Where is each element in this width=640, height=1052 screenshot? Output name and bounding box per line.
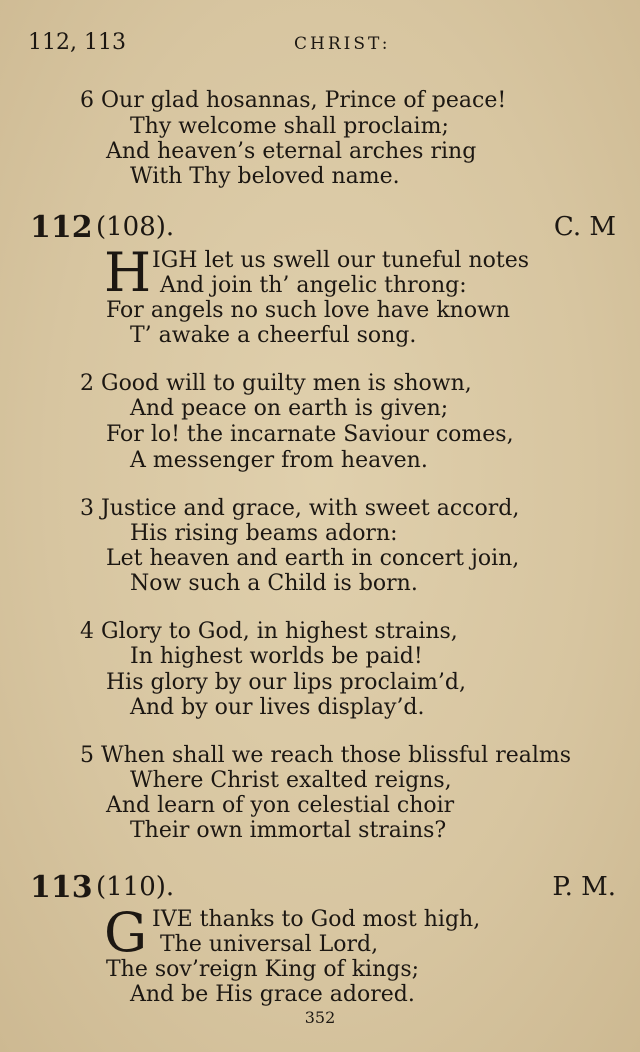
page-number: 352 <box>304 1008 336 1027</box>
verse-line: A messenger from heaven. <box>130 448 428 473</box>
hymn-old-number: (108). <box>96 212 175 242</box>
header-hymn-numbers: 112, 113 <box>28 30 126 55</box>
verse-line: The sov’reign King of kings; <box>106 957 420 982</box>
verse-line: In highest worlds be paid! <box>130 644 423 669</box>
verse-line: With Thy beloved name. <box>130 164 400 189</box>
verse-line: His rising beams adorn: <box>130 521 398 546</box>
verse-line: For angels no such love have known <box>106 298 511 323</box>
verse-line: IGH let us swell our tuneful notes <box>152 248 530 273</box>
verse-line: Now such a Child is born. <box>130 571 418 596</box>
drop-cap: H <box>104 241 152 304</box>
verse-line: His glory by our lips proclaim’d, <box>106 670 466 695</box>
verse-line: And heaven’s eternal arches ring <box>106 139 477 164</box>
verse-line: T’ awake a cheerful song. <box>130 323 417 348</box>
verse-line: And peace on earth is given; <box>130 396 449 421</box>
hymn-number: 113 <box>30 870 93 905</box>
verse-line: The universal Lord, <box>160 932 379 957</box>
running-header <box>28 30 612 60</box>
verse-line: 5 When shall we reach those blissful realms <box>80 743 572 768</box>
verse-line: And join th’ angelic throng: <box>160 273 467 298</box>
verse-line: Let heaven and earth in concert join, <box>106 546 520 571</box>
hymn-meter: C. M <box>553 212 616 242</box>
verse-line: IVE thanks to God most high, <box>152 907 481 932</box>
hymn-old-number: (110). <box>96 872 175 902</box>
drop-cap: G <box>104 901 148 964</box>
verse-line: Their own immortal strains? <box>130 818 447 843</box>
hymn-meter: P. M. <box>552 872 616 902</box>
verse-line: 3 Justice and grace, with sweet accord, <box>80 496 520 521</box>
header-running-title: CHRIST: <box>294 34 391 54</box>
verse-line: And by our lives display’d. <box>130 695 425 720</box>
verse-line: And be His grace adored. <box>130 982 415 1007</box>
verse-line: And learn of yon celestial choir <box>106 793 455 818</box>
verse-line: Where Christ exalted reigns, <box>130 768 452 793</box>
verse-line: 4 Glory to God, in highest strains, <box>80 619 458 644</box>
verse-line: Thy welcome shall proclaim; <box>130 114 449 139</box>
verse-line: For lo! the incarnate Saviour comes, <box>106 422 514 447</box>
verse-line: 6 Our glad hosannas, Prince of peace! <box>80 88 507 113</box>
hymn-number: 112 <box>30 210 93 245</box>
verse-line: 2 Good will to guilty men is shown, <box>80 371 472 396</box>
